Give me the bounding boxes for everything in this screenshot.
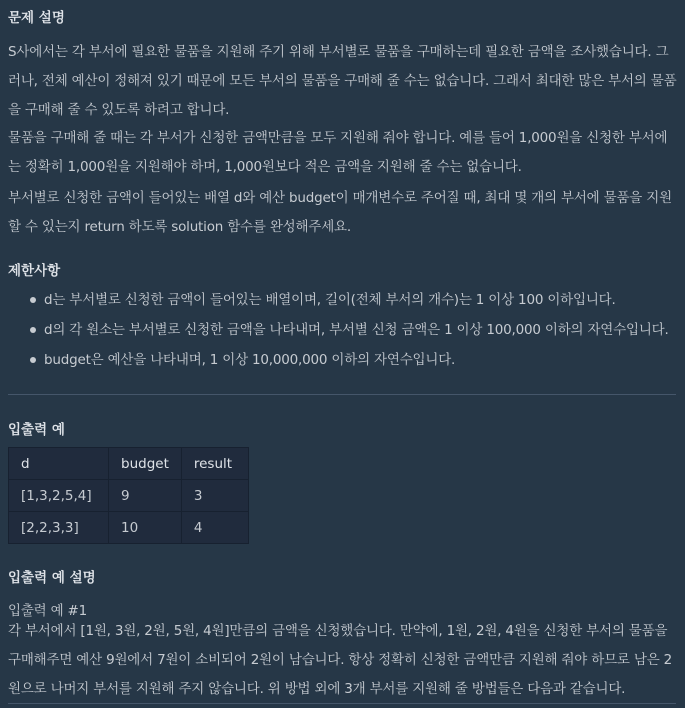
- table-header-row: [9, 448, 249, 480]
- table-header-result: result: [181, 448, 248, 480]
- example-explanation: 각 부서에서 [1원, 3원, 2원, 5원, 4원]만큼의 금액을 신청했습니다. 만약에, 1원, 2원, 4원을 신청한 부서의 물품을 구매해주면 예산 9원에서 7원이 소비되어 2원이 남습니다. 항상 정확히 신청한 금액만큼 지원해 줘야 하므로 남은 2원으로 나머지 부서를 지원해 주지 않습니다. 위 방법 외에 3개 부서를 지원해 줄 방법들은 다음과 같습니다.: [8, 623, 673, 697]
- constraints-title: 제한사항: [8, 263, 61, 279]
- table-header-d: d: [9, 448, 109, 480]
- constraint-text: budget은 예산을 나타내며, 1 이상 10,000,000 이하의 자연수입니다.: [44, 352, 456, 368]
- io-example-title: 입출력 예: [8, 422, 65, 438]
- constraint-item: [8, 345, 678, 375]
- table-cell-d: [1,3,2,5,4]: [9, 480, 109, 512]
- constraints-list: [8, 285, 678, 375]
- bullet-icon: [30, 357, 36, 363]
- problem-paragraph-3: 부서별로 신청한 금액이 들어있는 배열 d와 예산 budget이 매개변수로 주어질 때, 최대 몇 개의 부서에 물품을 지원할 수 있는지 return 하도록 solution 함수를 완성해주세요.: [8, 190, 672, 235]
- table-row: [9, 512, 249, 544]
- table-cell-budget: 10: [109, 512, 182, 544]
- problem-paragraph-1: S사에서는 각 부서에 필요한 물품을 지원해 주기 위해 부서별로 물품을 구매하는데 필요한 금액을 조사했습니다. 그러나, 전체 예산이 정해져 있기 때문에 모든 부서의 물품을 구매해 줄 수는 없습니다. 그래서 최대한 많은 부서의 물품을 구매해 줄 수 있도록 하려고 합니다.: [8, 44, 677, 118]
- section-divider: [8, 703, 676, 704]
- table-row: [9, 480, 249, 512]
- table-header-budget: budget: [109, 448, 182, 480]
- constraint-text: d의 각 원소는 부서별로 신청한 금액을 나타내며, 부서별 신청 금액은 1 이상 100,000 이하의 자연수입니다.: [44, 322, 669, 338]
- bullet-icon: [30, 327, 36, 333]
- table-cell-result: 4: [181, 512, 248, 544]
- table-cell-result: 3: [181, 480, 248, 512]
- constraint-item: [8, 285, 678, 315]
- table-cell-budget: 9: [109, 480, 182, 512]
- table-cell-d: [2,2,3,3]: [9, 512, 109, 544]
- constraint-item: [8, 315, 678, 345]
- io-explanation-title: 입출력 예 설명: [8, 570, 96, 586]
- io-example-table: [8, 447, 249, 544]
- constraint-text: d는 부서별로 신청한 금액이 들어있는 배열이며, 길이(전체 부서의 개수)는 1 이상 100 이하입니다.: [44, 292, 616, 308]
- problem-title: 문제 설명: [8, 10, 65, 26]
- section-divider: [8, 394, 676, 395]
- example-heading: 입출력 예 #1: [8, 603, 88, 619]
- bullet-icon: [30, 297, 36, 303]
- problem-paragraph-2: 물품을 구매해 줄 때는 각 부서가 신청한 금액만큼을 모두 지원해 줘야 합니다. 예를 들어 1,000원을 신청한 부서에는 정확히 1,000원을 지원해야 하며, 1,000원보다 적은 금액을 지원해 줄 수는 없습니다.: [8, 130, 668, 175]
